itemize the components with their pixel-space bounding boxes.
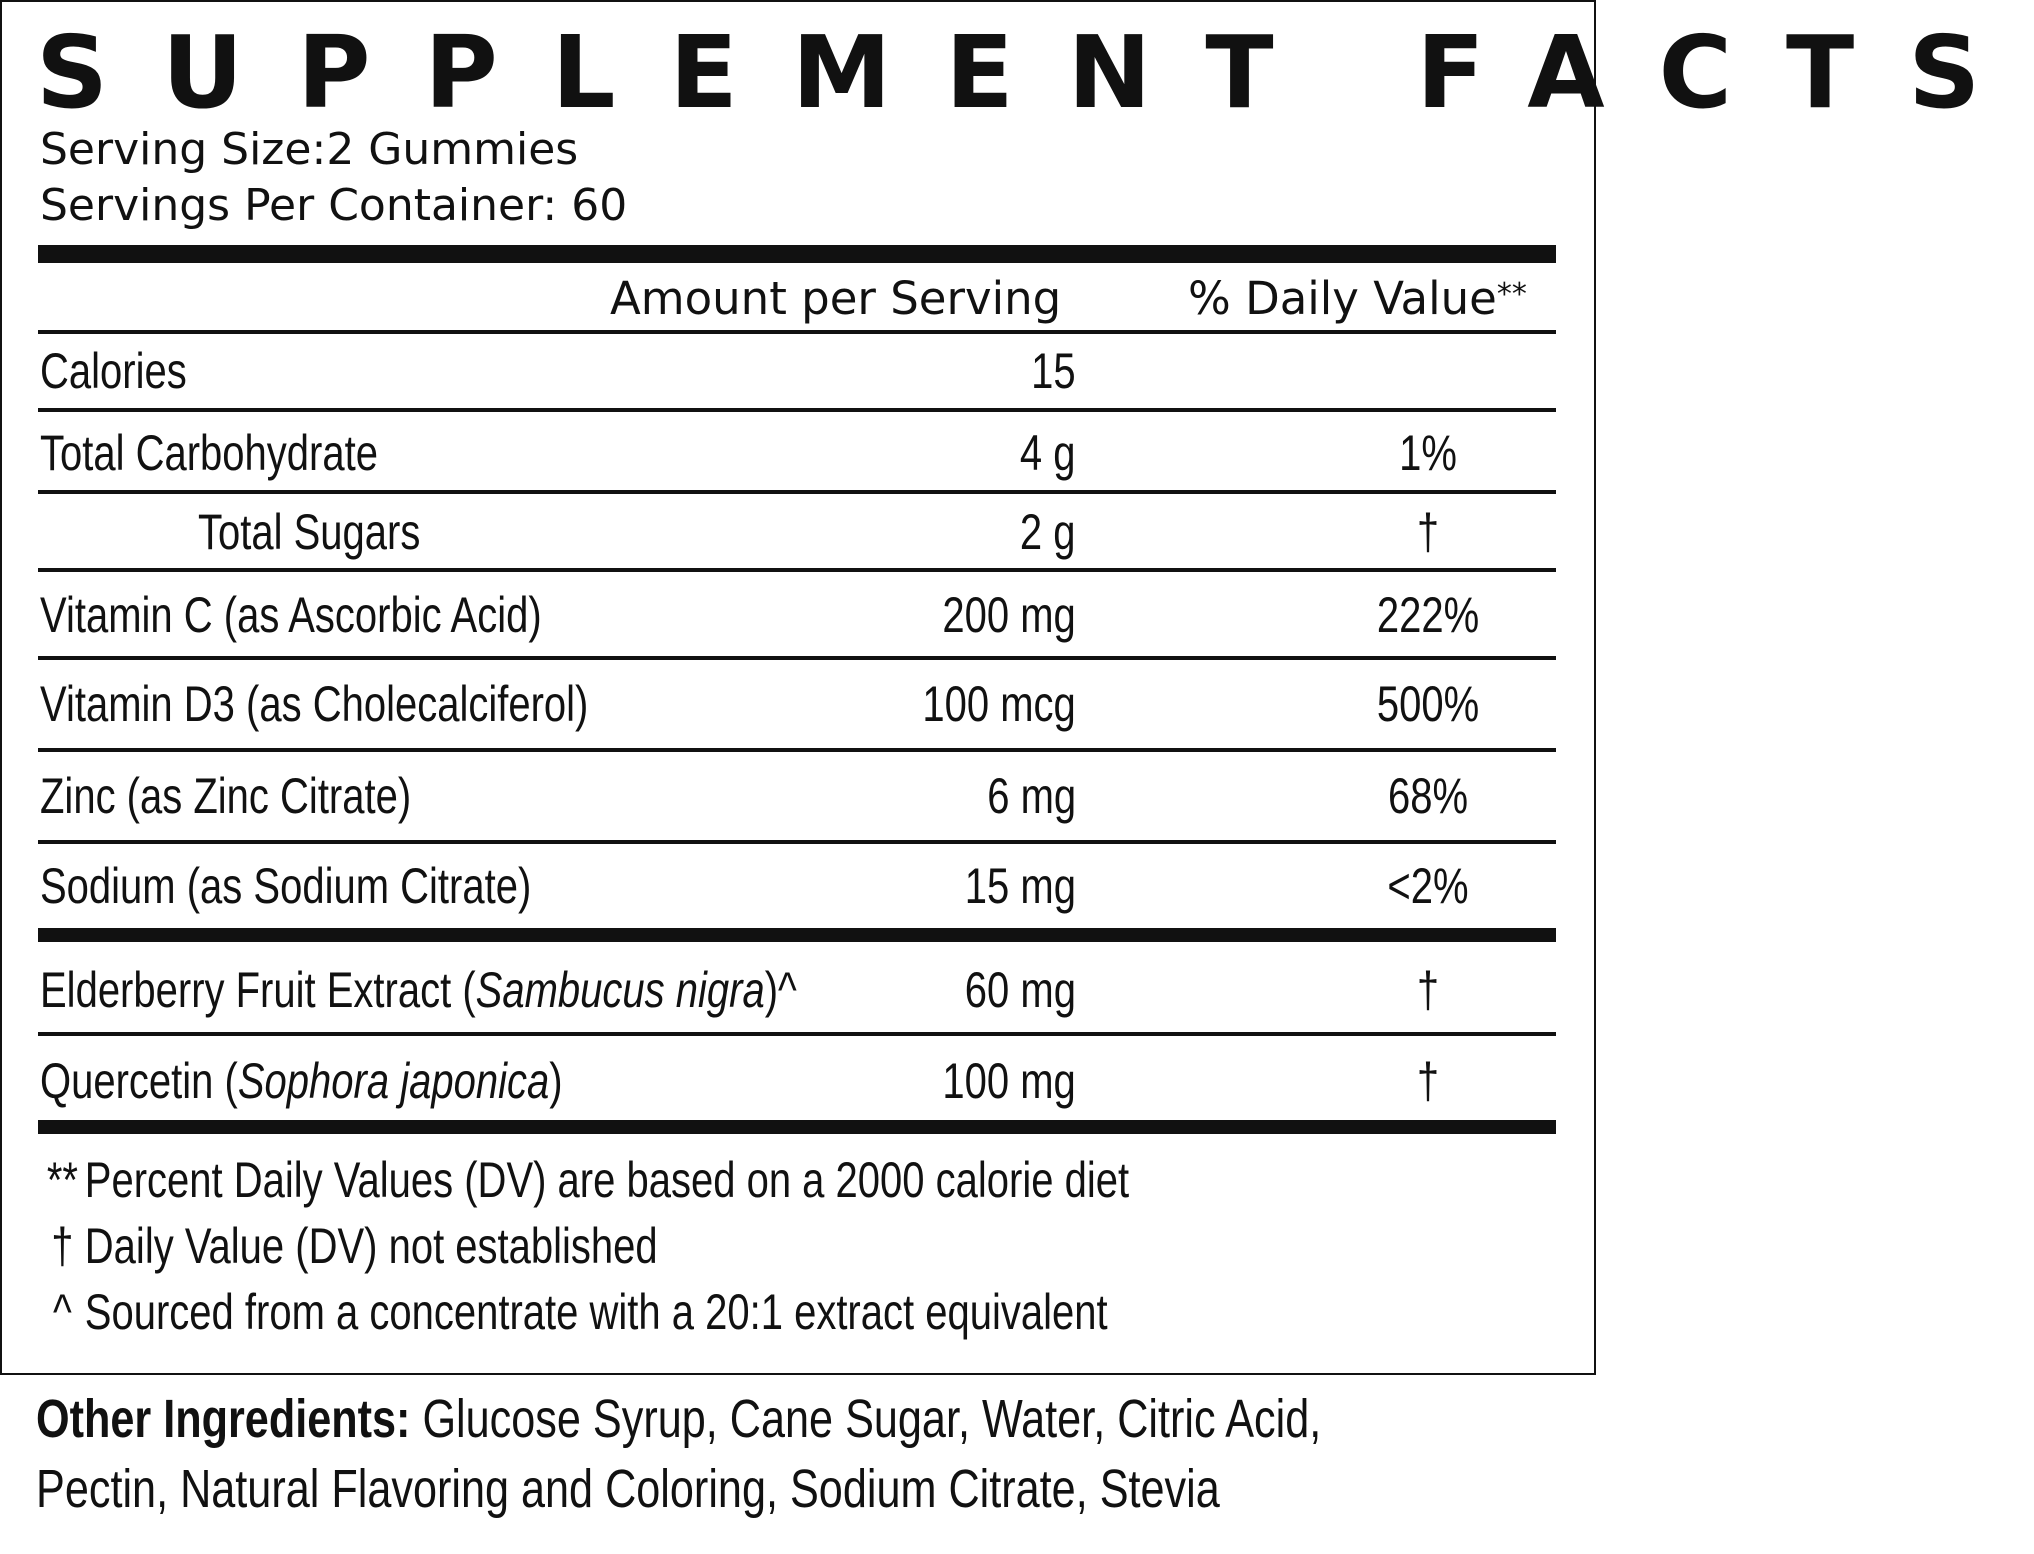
panel-title: SUPPLEMENT FACTS [36, 14, 2034, 131]
nutrient-name: Total Sugars [198, 504, 421, 560]
nutrient-amount: 2 g [1020, 504, 1076, 560]
table-row [38, 948, 1556, 1032]
divider-thick [38, 928, 1556, 942]
footnote [40, 1148, 1129, 1212]
nutrient-daily-value: 500% [1376, 676, 1480, 732]
table-row [38, 416, 1556, 490]
table-row [38, 754, 1556, 838]
column-header-daily-value [1188, 268, 1527, 330]
botanical-daily-value: † [1416, 962, 1440, 1018]
table-row [38, 496, 1556, 568]
divider [38, 330, 1556, 334]
footnote-text: Sourced from a concentrate with a 20:1 extract equivalent [84, 1284, 1108, 1340]
divider [38, 840, 1556, 844]
serving-size-value: 2 Gummies [326, 124, 579, 175]
nutrient-amount: 6 mg [987, 768, 1076, 824]
botanical-daily-value: † [1416, 1053, 1440, 1109]
divider [38, 568, 1556, 572]
table-row [38, 574, 1556, 656]
nutrient-amount: 100 mcg [922, 676, 1076, 732]
footnote-text: Percent Daily Values (DV) are based on a 2000 calorie diet [84, 1152, 1130, 1208]
nutrient-name: Vitamin C (as Ascorbic Acid) [40, 587, 542, 643]
nutrient-name: Vitamin D3 (as Cholecalciferol) [40, 676, 589, 732]
nutrient-name: Sodium (as Sodium Citrate) [40, 858, 532, 914]
serving-size [40, 122, 578, 178]
botanical-amount: 100 mg [942, 1053, 1076, 1109]
other-ingredients [36, 1384, 1380, 1524]
nutrient-amount: 200 mg [942, 587, 1076, 643]
footnote-symbol: † [51, 1218, 74, 1274]
nutrient-name: Calories [40, 343, 187, 399]
footnote [40, 1280, 1108, 1344]
servings-per-container [40, 178, 627, 234]
servings-per-container-label: Servings Per Container: [40, 180, 558, 231]
nutrient-name: Zinc (as Zinc Citrate) [40, 768, 412, 824]
divider-thick [38, 1120, 1556, 1134]
divider-thick [38, 245, 1556, 263]
nutrient-amount: 15 mg [964, 858, 1076, 914]
daily-value-header-label: % Daily Value [1188, 272, 1497, 325]
other-ingredients-label: Other Ingredients: [36, 1389, 411, 1449]
servings-per-container-value: 60 [571, 180, 628, 231]
nutrient-daily-value: 222% [1376, 587, 1480, 643]
divider [38, 656, 1556, 660]
nutrient-name: Total Carbohydrate [40, 425, 378, 481]
other-ingredients-line1: Glucose Syrup, Cane Sugar, Water, Citric Acid, [422, 1389, 1322, 1449]
nutrient-amount: 15 [1031, 343, 1076, 399]
divider [38, 748, 1556, 752]
botanical-latin-name: Sophora japonica [237, 1053, 550, 1109]
botanical-name: Elderberry Fruit Extract (Sambucus nigra)^ [40, 962, 797, 1018]
table-row [38, 1040, 1556, 1122]
nutrient-amount: 4 g [1020, 425, 1076, 481]
table-row [38, 662, 1556, 746]
footnote-text: Daily Value (DV) not established [84, 1218, 658, 1274]
botanical-latin-name: Sambucus nigra [475, 962, 765, 1018]
serving-size-label: Serving Size: [40, 124, 327, 175]
nutrient-daily-value: 1% [1399, 425, 1457, 481]
column-header-amount: Amount per Serving [610, 272, 1062, 325]
table-row [38, 336, 1556, 406]
divider [38, 1032, 1556, 1036]
divider [38, 490, 1556, 494]
footnote-symbol: ** [46, 1152, 78, 1208]
other-ingredients-line2: Pectin, Natural Flavoring and Coloring, Sodium Citrate, Stevia [36, 1459, 1220, 1519]
nutrient-daily-value: <2% [1387, 858, 1469, 914]
nutrient-daily-value: † [1416, 504, 1440, 560]
botanical-amount: 60 mg [964, 962, 1076, 1018]
nutrient-daily-value: 68% [1387, 768, 1469, 824]
table-row [38, 846, 1556, 926]
daily-value-header-mark: ** [1496, 277, 1527, 312]
footnote [40, 1214, 658, 1278]
divider [38, 408, 1556, 412]
botanical-name: Quercetin (Sophora japonica) [40, 1053, 563, 1109]
footnote-symbol: ^ [53, 1284, 72, 1340]
